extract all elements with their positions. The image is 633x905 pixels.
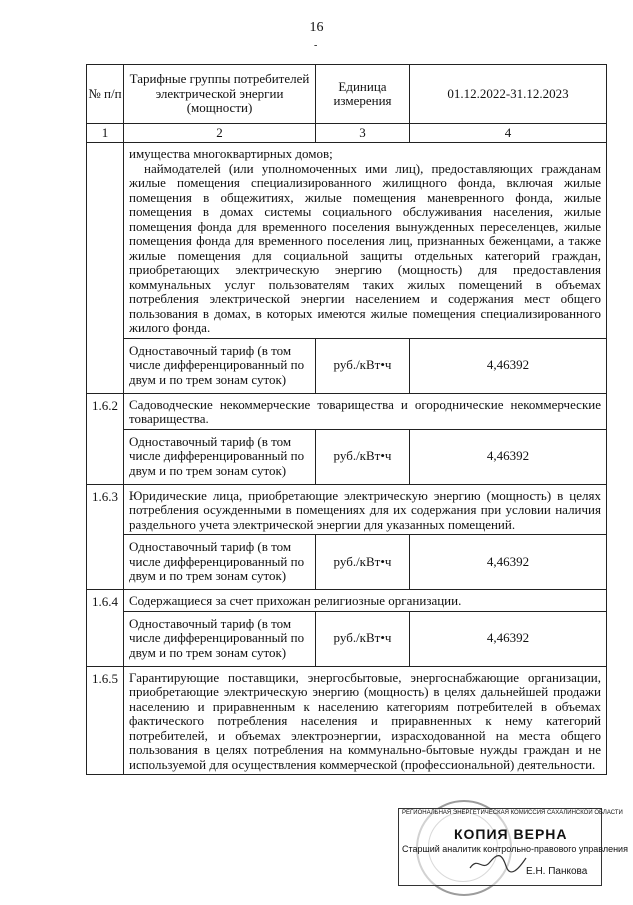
table-row: [87, 393, 607, 429]
continuation-text-cell: [124, 143, 607, 339]
continuation-text-2: наймодателей (или уполномоченных ими лиц), предоставляющих гражданам жилые помещения специализированного жилищного фонда, включая жилые помещения в общежитиях, жилые помещения маневренного фонда, жилые помещения в домах системы социального обслуживания населения, жилые помещения фонда для временного поселения вынужденных переселенцев, жилые помещения фонда для временного поселения лиц, признанных беженцами, а также жилые помещения для социальной защиты отдельных категорий граждан, приобретающих электрическую энергию (мощность) для предоставления коммунальных услуг пользователям таких жилых помещений в объемах потребления электрической энергии населением и содержания мест общего пользования в домах, в которых имеются жилые помещения специализированного жилого фонда.: [129, 160, 601, 335]
table-row: [87, 484, 607, 535]
tariff-table: [86, 64, 607, 775]
row-number: 1.6.5: [87, 666, 124, 775]
table-row: [87, 590, 607, 612]
continuation-text-1: имущества многоквартирных домов;: [129, 146, 333, 161]
tariff-label: Одноставочный тариф (в том числе дифференцированный по двум и по трем зонам суток): [124, 429, 316, 484]
tariff-row: [87, 611, 607, 666]
col-number-4: 4: [410, 124, 607, 143]
signature-icon: [468, 852, 528, 874]
tariff-row: [87, 338, 607, 393]
page-dash: -: [314, 40, 318, 51]
row-text: Садоводческие некоммерческие товарищества и огороднические некоммерческие товарищества.: [124, 393, 607, 429]
tariff-row: [87, 429, 607, 484]
tariff-label: Одноставочный тариф (в том числе дифференцированный по двум и по трем зонам суток): [124, 338, 316, 393]
header-unit: Единица измерения: [316, 65, 410, 124]
header-group: Тарифные группы потребителей электрической энергии (мощности): [124, 65, 316, 124]
stamp-title: КОПИЯ ВЕРНА: [454, 826, 568, 842]
row-text: Юридические лица, приобретающие электрическую энергию (мощность) в целях потребления осужденными в помещениях для их содержания при условии наличия раздельного учета электрической энергии для указанных помещений.: [124, 484, 607, 535]
tariff-value: 4,46392: [410, 535, 607, 590]
stamp-organization: РЕГИОНАЛЬНАЯ ЭНЕРГЕТИЧЕСКАЯ КОМИССИЯ САХАЛИНСКОЙ ОБЛАСТИ: [402, 810, 623, 816]
table-row: [87, 143, 607, 339]
col-number-3: 3: [316, 124, 410, 143]
row-text: Гарантирующие поставщики, энергосбытовые, энергоснабжающие организации, приобретающие электрическую энергию (мощность) в целях дальнейшей продажи населению и приравненным к населению категориям потребителей в объемах фактического потребления населения и приравненных к нему категорий потребителей, и объемах электроэнергии, израсходованной на места общего пользования в целях потребления на коммунально-бытовые нужды граждан и не используемой для осуществления коммерческой (профессиональной) деятельности.: [124, 666, 607, 775]
tariff-value: 4,46392: [410, 429, 607, 484]
tariff-unit: руб./кВт•ч: [316, 429, 410, 484]
header-num: № п/п: [87, 65, 124, 124]
tariff-value: 4,46392: [410, 611, 607, 666]
header-period: 01.12.2022-31.12.2023: [410, 65, 607, 124]
tariff-unit: руб./кВт•ч: [316, 535, 410, 590]
row-number: 1.6.4: [87, 590, 124, 667]
column-numbers-row: [87, 124, 607, 143]
col-number-2: 2: [124, 124, 316, 143]
tariff-label: Одноставочный тариф (в том числе дифференцированный по двум и по трем зонам суток): [124, 611, 316, 666]
tariff-label: Одноставочный тариф (в том числе дифференцированный по двум и по трем зонам суток): [124, 535, 316, 590]
tariff-unit: руб./кВт•ч: [316, 338, 410, 393]
page-number: 16: [309, 20, 324, 35]
tariff-unit: руб./кВт•ч: [316, 611, 410, 666]
table-row: [87, 666, 607, 775]
stamp-signer-name: Е.Н. Панкова: [526, 866, 588, 877]
row-num-cell: [87, 143, 124, 394]
stamp-position: Старший аналитик контрольно-правового управления: [402, 844, 628, 854]
row-text: Содержащиеся за счет прихожан религиозные организации.: [124, 590, 607, 612]
row-number: 1.6.2: [87, 393, 124, 484]
table-header-row: [87, 65, 607, 124]
tariff-value: 4,46392: [410, 338, 607, 393]
col-number-1: 1: [87, 124, 124, 143]
certification-stamp: [398, 808, 628, 888]
row-number: 1.6.3: [87, 484, 124, 590]
tariff-row: [87, 535, 607, 590]
